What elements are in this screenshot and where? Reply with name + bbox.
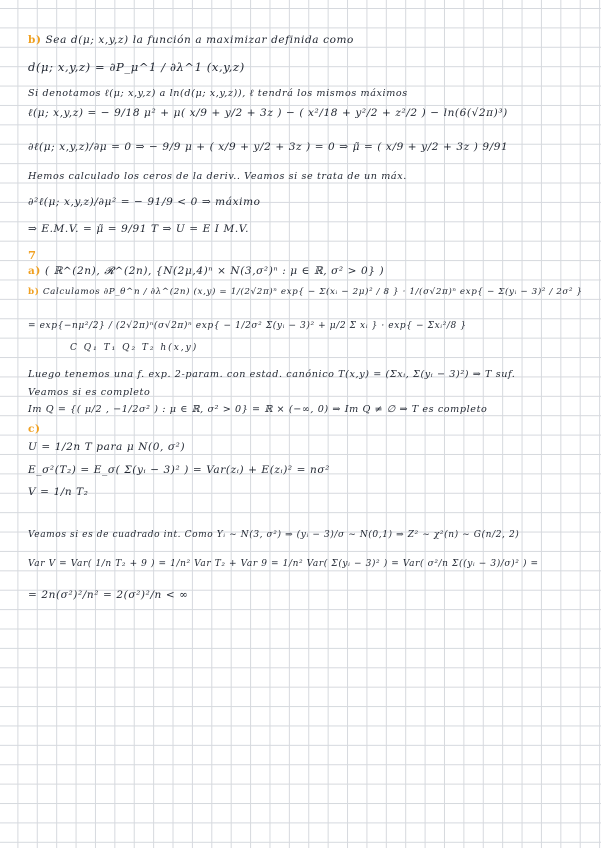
note-line-b-intro	[28, 35, 354, 46]
note-line-emv: ⇒ E.M.V. = μ̃ = 9/91 T ⇒ U = E I M.V.	[28, 223, 250, 235]
note-line-underbraces: C Q₁ T₁ Q₂ T₂ h(x,y)	[70, 343, 199, 353]
note-line-v-estimator: V = 1/n T₂	[28, 486, 89, 498]
note-line-second-derivative: ∂²ℓ(μ; x,y,z)/∂μ² = − 91/9 < 0 ⇒ máximo	[28, 196, 261, 208]
note-line-variance-v: Var V = Var( 1/n T₂ + 9 ) = 1/n² Var T₂ + Var 9 = 1/n² Var( Σ(yᵢ − 3)² ) = Var( σ²/n Σ((yᵢ − 3)/σ)² ) =	[28, 559, 539, 569]
note-text: ∂P_θ^n / ∂λ^(2n) (x,y) = 1/(2√2π)ⁿ exp{ − Σ(xᵢ − 2μ)² / 8 } · 1/(σ√2π)ⁿ exp{ − Σ(yᵢ − 3)² / 2σ² }	[103, 287, 583, 297]
note-line-variance-result: = 2n(σ²)²/n² = 2(σ²)²/n < ∞	[28, 589, 189, 601]
part-label-b: b)	[28, 34, 42, 46]
note-line-factorization	[28, 322, 467, 331]
note-text: Calculamos	[42, 287, 101, 297]
note-text: exp{ − 1/2σ² Σ(yᵢ − 3)² + μ/2 Σ xᵢ } · exp{ − Σxᵢ²/8 }	[195, 321, 467, 331]
note-line-log-def: Si denotamos ℓ(μ; x,y,z) a ln(d(μ; x,y,z)), ℓ tendrá los mismos máximos	[28, 88, 408, 99]
note-line-expectation-t2: E_σ²(T₂) = E_σ( Σ(yᵢ − 3)² ) = Var(zᵢ) + E(zᵢ)² = nσ²	[28, 464, 330, 476]
note-line-u-estimator: U = 1/2n T para μ N(0, σ²)	[28, 441, 186, 453]
note-line-exp-family: Luego tenemos una f. exp. 2-param. con estad. canónico T(x,y) = (Σxᵢ, Σ(yᵢ − 3)²) ⇒ T suf.	[28, 369, 516, 380]
note-line-density-def: d(μ; x,y,z) = ∂P_μ^1 / ∂λ^1 (x,y,z)	[28, 60, 245, 74]
note-text: Sea d(μ; x,y,z) la función a maximizar definida como	[45, 34, 354, 46]
part-label-b2: b)	[28, 287, 40, 297]
note-text: = exp{−nμ²/2} / (2√2π)ⁿ(σ√2π)ⁿ	[28, 321, 193, 331]
note-line-log-likelihood: ℓ(μ; x,y,z) = − 9/18 μ² + μ( x/9 + y/2 + 3z ) − ( x²/18 + y²/2 + z²/2 ) − ln(6(√2π)³)	[28, 107, 508, 119]
note-line-image-q: Im Q = {( μ/2 , −1/2σ² ) : μ ∈ ℝ, σ² > 0} = ℝ × (−∞, 0) ⇒ Im Q ≠ ∅ ⇒ T es completo	[28, 404, 488, 415]
note-text: ( ℝ^(2n), 𝓡^(2n), {N(2μ,4)ⁿ × N(3,σ²)ⁿ : μ ∈ ℝ, σ² > 0} )	[44, 265, 385, 277]
note-line-density-calc	[28, 288, 583, 297]
note-line-model	[28, 266, 384, 277]
part-label-c: c)	[28, 423, 41, 435]
note-line-square-integrable: Veamos si es de cuadrado int. Como Yᵢ ∼ N(3, σ²) ⇒ (yᵢ − 3)/σ ∼ N(0,1) ⇒ Z² ∼ χ²(n) ∼ G(n/2, 2)	[28, 530, 520, 540]
note-line-completeness: Veamos si es completo	[28, 387, 151, 398]
part-label-a: a)	[28, 265, 41, 277]
note-line-first-derivative: ∂ℓ(μ; x,y,z)/∂μ = 0 ⇒ − 9/9 μ + ( x/9 + y/2 + 3z ) = 0 ⇒ μ̃ = ( x/9 + y/2 + 3z ) 9/91	[28, 141, 509, 153]
note-line-check-max: Hemos calculado los ceros de la deriv.. Veamos si se trata de un máx.	[28, 171, 407, 182]
section-number: 7	[28, 248, 37, 262]
